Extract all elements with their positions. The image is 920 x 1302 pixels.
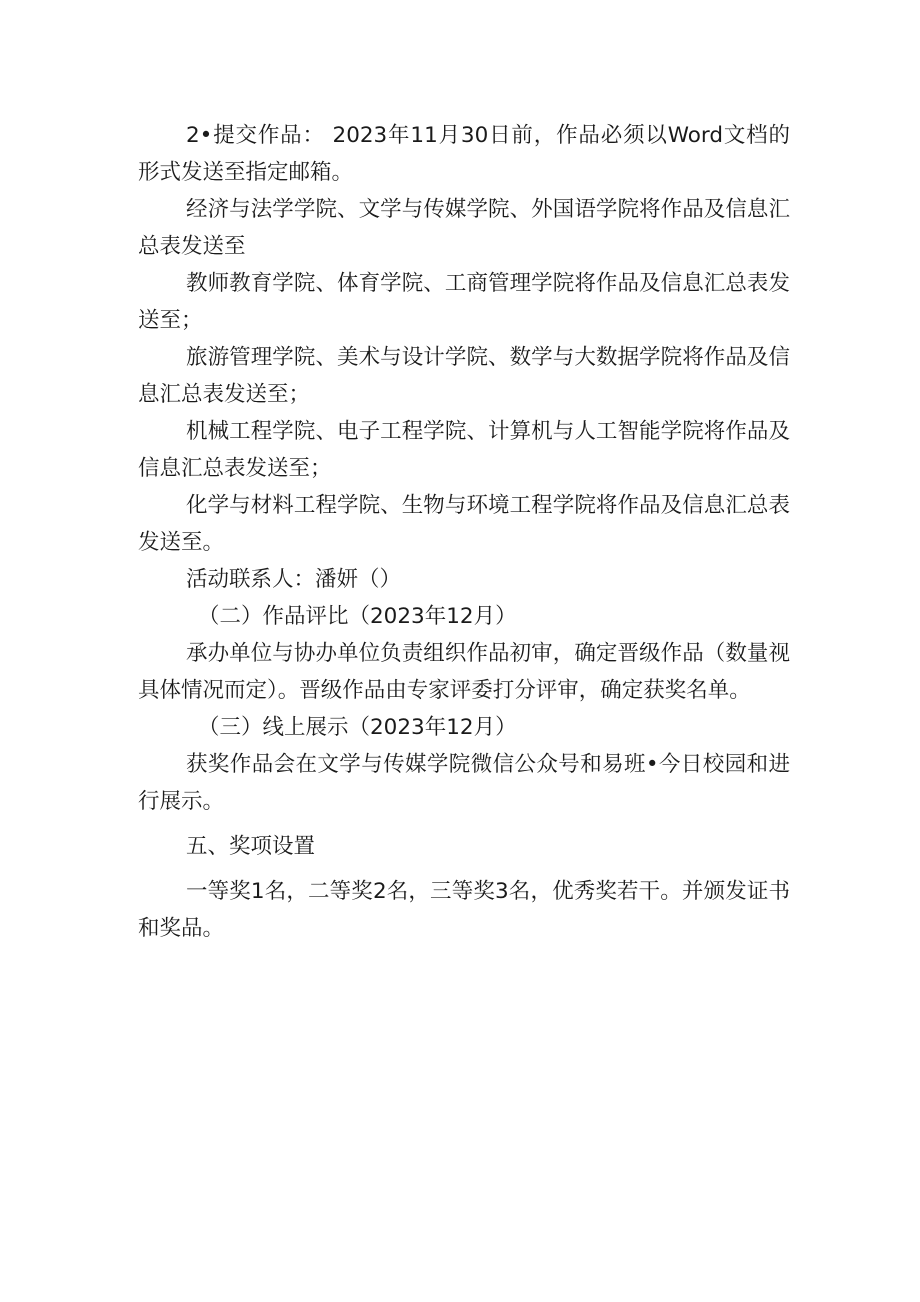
paragraph-group-5: 化学与材料工程学院、生物与环境工程学院将作品及信息汇总表发送至。 [138,493,790,555]
paragraph-submit-works: 2•提交作品： 2023年11月30日前，作品必须以Word文档的形式发送至指定邮箱。 [138,123,790,185]
paragraph-evaluation: 承办单位与协办单位负责组织作品初审，确定晋级作品（数量视具体情况而定）。晋级作品由专家评委打分评审，确定获奖名单。 [138,641,790,703]
paragraph-group-1: 经济与法学学院、文学与传媒学院、外国语学院将作品及信息汇总表发送至 [138,197,790,259]
paragraph-contact: 活动联系人：潘妍（） [186,567,402,592]
paragraph-online-display: 获奖作品会在文学与传媒学院微信公众号和易班•今日校园和进行展示。 [138,752,790,814]
paragraph-group-4: 机械工程学院、电子工程学院、计算机与人工智能学院将作品及信息汇总表发送至； [138,419,790,481]
paragraph-group-3: 旅游管理学院、美术与设计学院、数学与大数据学院将作品及信息汇总表发送至； [138,345,790,407]
heading-online-display: （三）线上展示（2023年12月） [198,715,517,740]
heading-awards: 五、奖项设置 [186,834,316,859]
document-body [138,117,790,947]
heading-evaluation: （二）作品评比（2023年12月） [198,604,517,629]
paragraph-group-2: 教师教育学院、体育学院、工商管理学院将作品及信息汇总表发送至； [138,271,790,333]
paragraph-awards: 一等奖1名，二等奖2名，三等奖3名，优秀奖若干。并颁发证书和奖品。 [138,879,790,941]
